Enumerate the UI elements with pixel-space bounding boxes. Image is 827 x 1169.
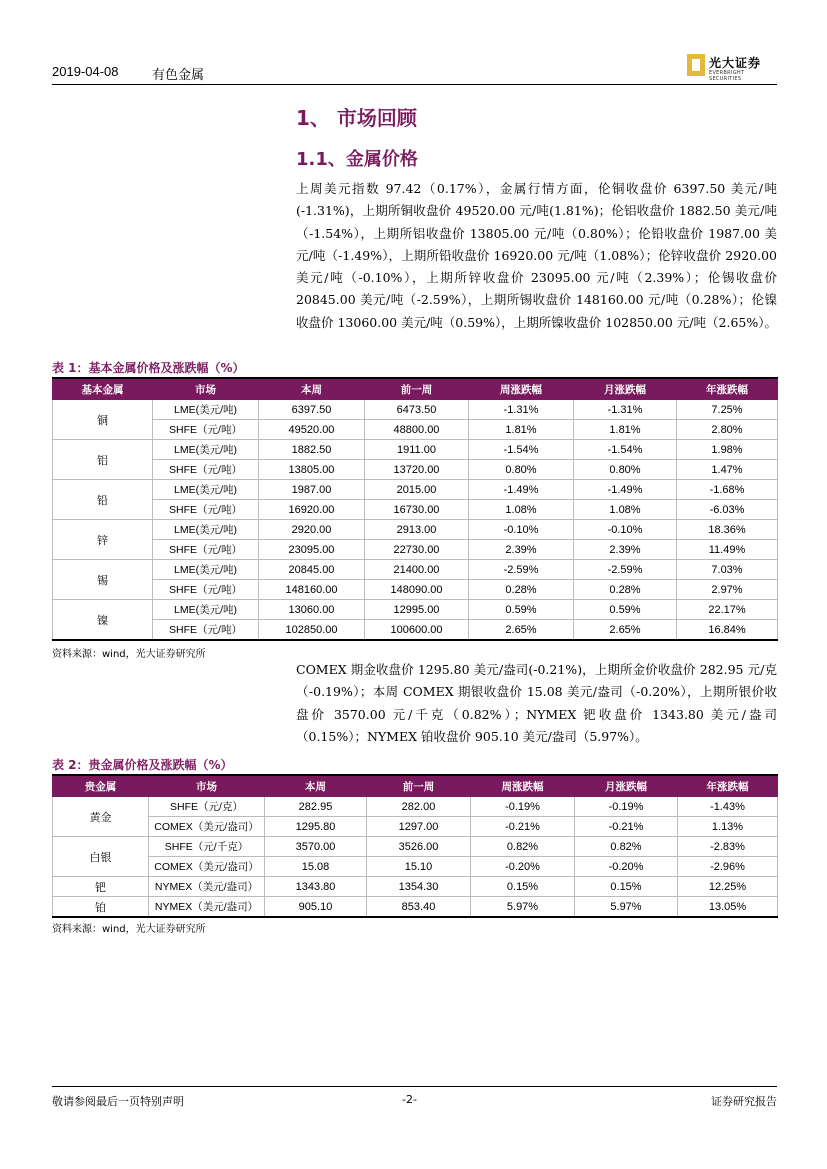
market-cell: SHFE（元/吨） [153,500,259,520]
value-cell: 15.10 [367,857,471,877]
column-header: 月涨跌幅 [574,378,677,400]
value-cell: 13720.00 [365,460,469,480]
table-row [53,817,778,837]
value-cell: 23095.00 [259,540,365,560]
metal-name: 铜 [53,400,153,440]
value-cell: 282.95 [265,797,367,817]
value-cell: 2.39% [574,540,677,560]
column-header: 贵金属 [53,775,149,797]
table2-source: 资料来源：wind，光大证券研究所 [52,924,206,935]
metal-name: 白银 [53,837,149,877]
market-cell: SHFE（元/吨） [153,460,259,480]
table-header-row [53,378,778,400]
value-cell: 3570.00 [265,837,367,857]
value-cell: 1882.50 [259,440,365,460]
metal-name: 黄金 [53,797,149,837]
disclaimer-note: 敬请参阅最后一页特别声明 [52,1095,184,1108]
table-row [53,440,778,460]
metal-name: 镍 [53,600,153,641]
page-number: -2- [402,1093,417,1106]
value-cell: -1.49% [574,480,677,500]
value-cell: 100600.00 [365,620,469,641]
table-row [53,540,778,560]
value-cell: 2.39% [469,540,574,560]
table-row [53,580,778,600]
table-row [53,897,778,918]
value-cell: 148160.00 [259,580,365,600]
value-cell: 20845.00 [259,560,365,580]
value-cell: 1354.30 [367,877,471,897]
market-cell: NYMEX（美元/盎司） [149,877,265,897]
value-cell: -1.31% [469,400,574,420]
value-cell: 11.49% [677,540,778,560]
value-cell: -1.68% [677,480,778,500]
metal-name: 钯 [53,877,149,897]
base-metals-table [52,377,778,641]
table1-source: 资料来源：wind，光大证券研究所 [52,649,206,660]
value-cell: 22730.00 [365,540,469,560]
value-cell: 2.65% [469,620,574,641]
value-cell: 102850.00 [259,620,365,641]
column-header: 本周 [265,775,367,797]
value-cell: 12.25% [678,877,778,897]
market-cell: COMEX（美元/盎司） [149,817,265,837]
table2-caption: 表 2：贵金属价格及涨跌幅（%） [52,758,233,772]
value-cell: 0.28% [574,580,677,600]
column-header: 前一周 [367,775,471,797]
logo-text-en: EVERBRIGHT SECURITIES [709,70,745,82]
report-date: 2019-04-08 [52,64,119,79]
market-cell: LME(美元/吨) [153,600,259,620]
market-cell: NYMEX（美元/盎司） [149,897,265,918]
value-cell: -0.21% [575,817,678,837]
value-cell: 18.36% [677,520,778,540]
value-cell: 1.08% [574,500,677,520]
table-row [53,620,778,641]
metal-name: 铅 [53,480,153,520]
value-cell: 1.81% [574,420,677,440]
metal-name: 铂 [53,897,149,918]
report-type: 证券研究报告 [711,1095,777,1108]
value-cell: 1.08% [469,500,574,520]
value-cell: 48800.00 [365,420,469,440]
value-cell: 13.05% [678,897,778,918]
market-cell: LME(美元/吨) [153,560,259,580]
metal-name: 锡 [53,560,153,600]
value-cell: 1911.00 [365,440,469,460]
value-cell: -2.59% [469,560,574,580]
value-cell: -1.31% [574,400,677,420]
column-header: 月涨跌幅 [575,775,678,797]
value-cell: -6.03% [677,500,778,520]
market-cell: SHFE（元/克） [149,797,265,817]
value-cell: -0.20% [471,857,575,877]
value-cell: 0.15% [471,877,575,897]
column-header: 周涨跌幅 [469,378,574,400]
value-cell: 2015.00 [365,480,469,500]
precious-metals-table [52,774,778,918]
value-cell: 1297.00 [367,817,471,837]
market-cell: COMEX（美元/盎司） [149,857,265,877]
market-cell: LME(美元/吨) [153,440,259,460]
value-cell: 2.80% [677,420,778,440]
value-cell: 905.10 [265,897,367,918]
value-cell: 0.59% [574,600,677,620]
value-cell: 7.03% [677,560,778,580]
value-cell: 0.80% [574,460,677,480]
value-cell: -0.10% [469,520,574,540]
value-cell: 1.98% [677,440,778,460]
value-cell: 49520.00 [259,420,365,440]
column-header: 本周 [259,378,365,400]
value-cell: -1.49% [469,480,574,500]
value-cell: 0.15% [575,877,678,897]
value-cell: 3526.00 [367,837,471,857]
value-cell: -1.43% [678,797,778,817]
value-cell: 0.80% [469,460,574,480]
value-cell: 2913.00 [365,520,469,540]
value-cell: -0.19% [575,797,678,817]
subsection-heading: 1.1、金属价格 [296,149,418,170]
value-cell: 21400.00 [365,560,469,580]
table-row [53,500,778,520]
value-cell: 1987.00 [259,480,365,500]
market-cell: SHFE（元/吨） [153,620,259,641]
table-row [53,560,778,580]
value-cell: 0.82% [471,837,575,857]
value-cell: 13805.00 [259,460,365,480]
value-cell: -1.54% [574,440,677,460]
section-heading: 1、 市场回顾 [296,106,417,130]
metal-name: 锌 [53,520,153,560]
value-cell: 5.97% [575,897,678,918]
paragraph-precious-metals: COMEX 期金收盘价 1295.80 美元/盎司(-0.21%)，上期所金价收盘价 282.95 元/克（-0.19%）；本周 COMEX 期银收盘价 15.08 美元/盎司（-0.20%），上期所银价收盘价 3570.00 元/千克（0.82%）；NYMEX 钯收盘价 1343.80 美元/盎司（0.15%）；NYMEX 铂收盘价 905.10 美元/盎司（5.97%）。 [296,662,777,744]
market-cell: SHFE（元/千克） [149,837,265,857]
table-row [53,857,778,877]
page-footer [52,1086,777,1117]
market-cell: LME(美元/吨) [153,400,259,420]
value-cell: 1.81% [469,420,574,440]
value-cell: -0.10% [574,520,677,540]
column-header: 周涨跌幅 [471,775,575,797]
value-cell: -0.20% [575,857,678,877]
table-row [53,480,778,500]
table-row [53,420,778,440]
value-cell: 12995.00 [365,600,469,620]
column-header: 年涨跌幅 [677,378,778,400]
value-cell: 16730.00 [365,500,469,520]
value-cell: 7.25% [677,400,778,420]
column-header: 基本金属 [53,378,153,400]
logo-text-cn: 光大证券 [709,56,762,70]
value-cell: -1.54% [469,440,574,460]
value-cell: 1.47% [677,460,778,480]
company-logo [687,52,777,80]
value-cell: 13060.00 [259,600,365,620]
value-cell: -2.59% [574,560,677,580]
table-row [53,600,778,620]
value-cell: 16.84% [677,620,778,641]
market-cell: SHFE（元/吨） [153,580,259,600]
value-cell: 16920.00 [259,500,365,520]
value-cell: 2.97% [677,580,778,600]
metal-name: 铝 [53,440,153,480]
market-cell: SHFE（元/吨） [153,420,259,440]
value-cell: 0.59% [469,600,574,620]
value-cell: 6397.50 [259,400,365,420]
value-cell: -0.21% [471,817,575,837]
logo-mark-icon [687,54,705,76]
value-cell: 2920.00 [259,520,365,540]
value-cell: 22.17% [677,600,778,620]
paragraph-base-metals: 上周美元指数 97.42（0.17%），金属行情方面，伦铜收盘价 6397.50 美元/吨(-1.31%)，上期所铜收盘价 49520.00 元/吨(1.81%)；伦铝收盘价 1882.50 美元/吨（-1.54%），上期所铝收盘价 13805.00 元/吨（0.80%）；伦铅收盘价 1987.00 美元/吨（-1.49%），上期所铅收盘价 16920.00 元/吨（1.08%）；伦锌收盘价 2920.00 美元/吨（-0.10%），上期所锌收盘价 23095.00 元/吨（2.39%）；伦锡收盘价 20845.00 美元/吨（-2.59%），上期所锡收盘价 148160.00 元/吨（0.28%）；伦镍收盘价 13060.00 美元/吨（0.59%），上期所镍收盘价 102850.00 元/吨（2.65%）。 [296,181,777,330]
value-cell: 6473.50 [365,400,469,420]
value-cell: 0.28% [469,580,574,600]
table1-caption: 表 1：基本金属价格及涨跌幅（%） [52,361,245,375]
table-row [53,797,778,817]
column-header: 前一周 [365,378,469,400]
table-row [53,837,778,857]
market-cell: LME(美元/吨) [153,520,259,540]
table-row [53,460,778,480]
table-row [53,877,778,897]
value-cell: 1343.80 [265,877,367,897]
value-cell: 148090.00 [365,580,469,600]
table-header-row [53,775,778,797]
value-cell: -2.96% [678,857,778,877]
market-cell: SHFE（元/吨） [153,540,259,560]
value-cell: -0.19% [471,797,575,817]
value-cell: 1.13% [678,817,778,837]
value-cell: 853.40 [367,897,471,918]
value-cell: 2.65% [574,620,677,641]
value-cell: 5.97% [471,897,575,918]
market-cell: LME(美元/吨) [153,480,259,500]
column-header: 市场 [153,378,259,400]
value-cell: 1295.80 [265,817,367,837]
page-header [52,58,777,85]
table-row [53,400,778,420]
value-cell: -2.83% [678,837,778,857]
value-cell: 282.00 [367,797,471,817]
table-row [53,520,778,540]
column-header: 市场 [149,775,265,797]
industry-label: 有色金属 [152,68,205,83]
value-cell: 15.08 [265,857,367,877]
column-header: 年涨跌幅 [678,775,778,797]
value-cell: 0.82% [575,837,678,857]
